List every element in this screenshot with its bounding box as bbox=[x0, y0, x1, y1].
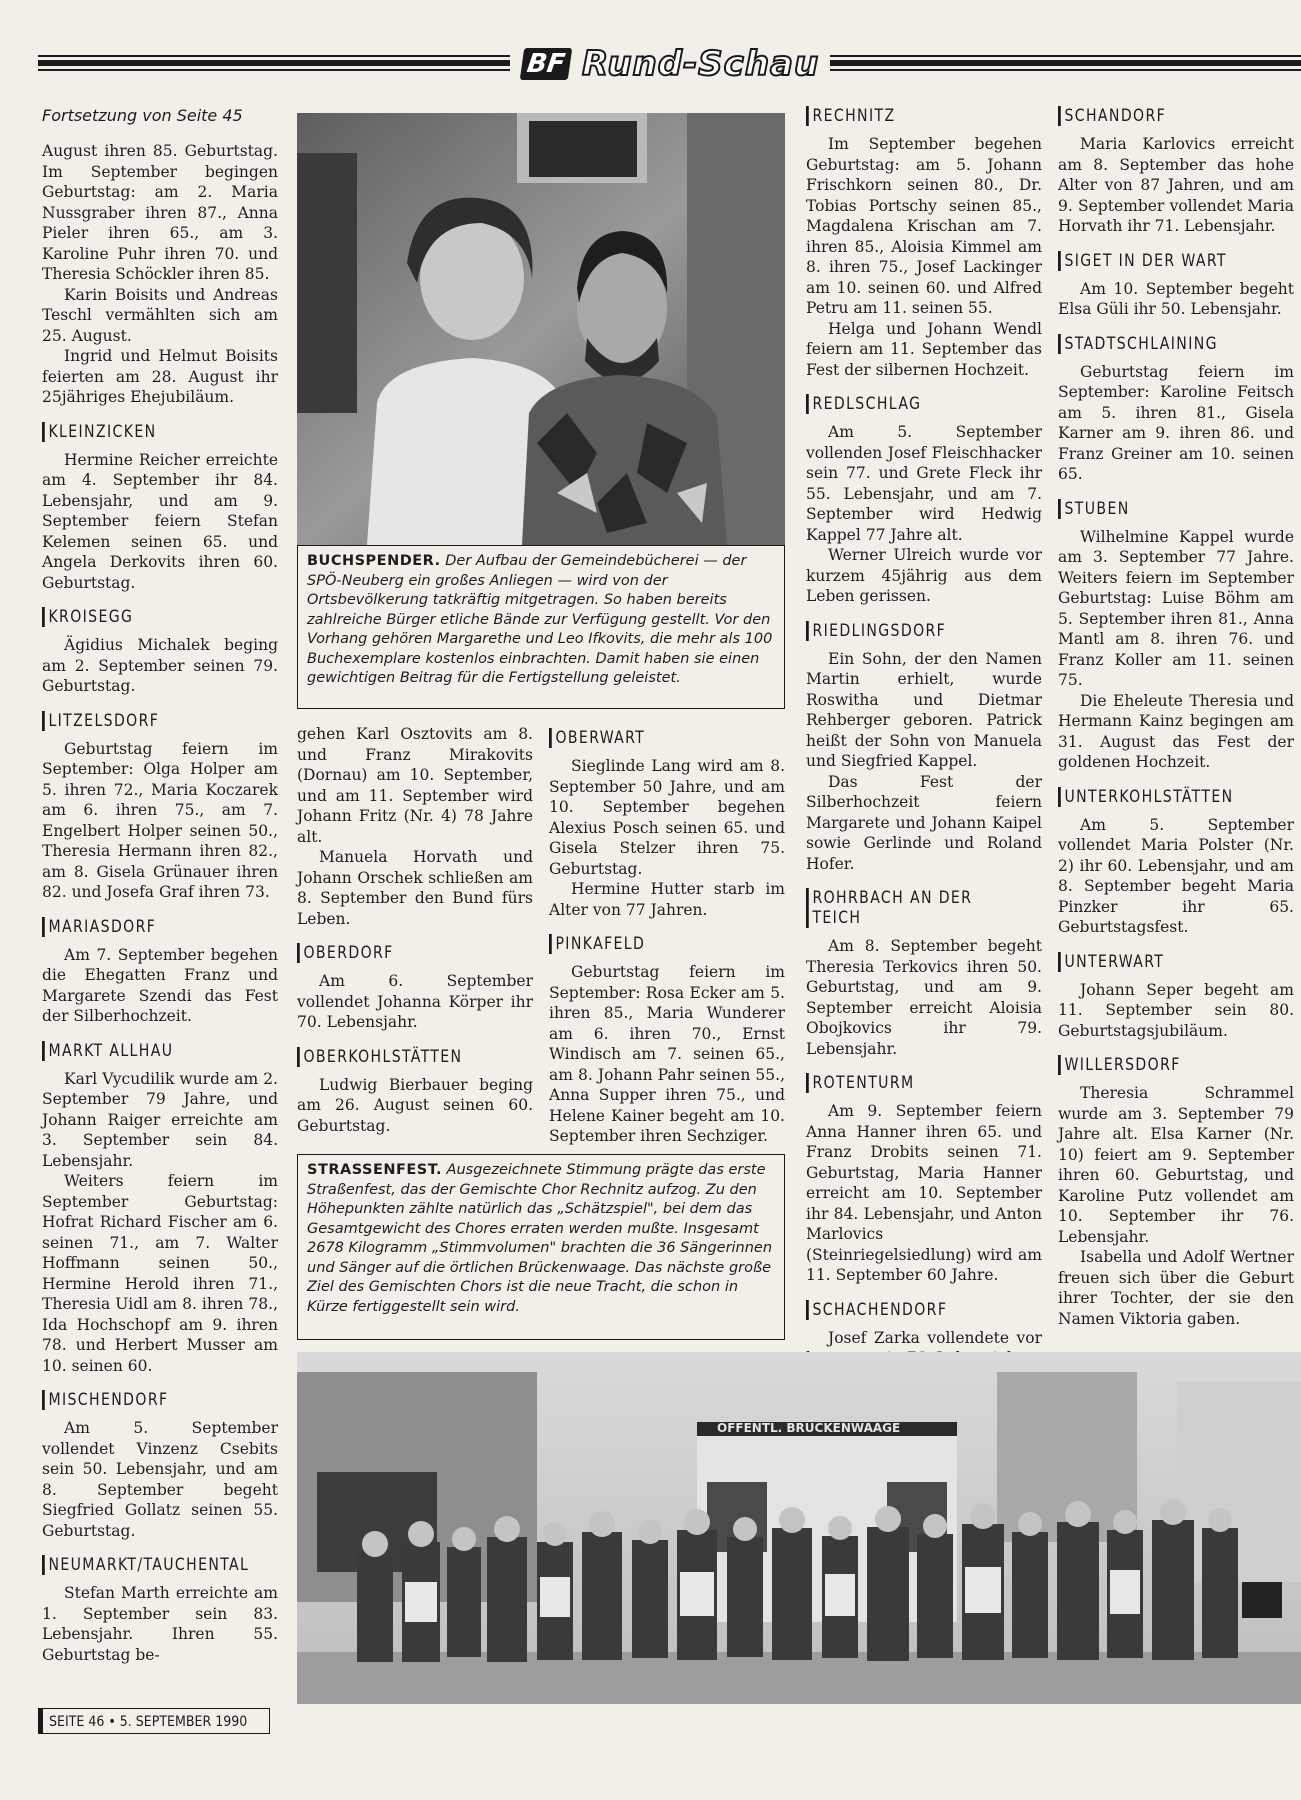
photo-couple bbox=[297, 113, 785, 545]
heading-markt-allhau: MARKT ALLHAU bbox=[42, 1041, 259, 1061]
paragraph: Josef Zarka vollendete vor bbox=[828, 1328, 1042, 1347]
paragraph: Geburtstag feiern im September: Karoline Feitsch am 5. ihren 81., Gisela Karner am 9. ihren 86. und Franz Greiner am 10. seinen 65. bbox=[1058, 362, 1294, 483]
paragraph: Karl Vycudilik wurde am 2. September 79 Jahre, und Johann Raiger erreichte am 3. September sein 84. Lebensjahr. bbox=[42, 1069, 278, 1170]
paragraph: Am 8. September begeht Theresia Terkovics ihren 50. Geburtstag, und am 9. September erreicht Aloisia Obojkovics ihr 79. Lebensjahr. bbox=[806, 937, 1042, 1058]
heading-oberwart: OBERWART bbox=[549, 728, 766, 748]
heading-litzelsdorf: LITZELSDORF bbox=[42, 711, 259, 731]
paragraph: Ägidius Michalek beging am 2. September seinen 79. Geburtstag. bbox=[42, 636, 278, 695]
heading-redlschlag: REDLSCHLAG bbox=[806, 394, 1023, 414]
paragraph: Ingrid und Helmut Boisits feierten am 28. August ihr 25jähriges Ehejubiläum. bbox=[42, 347, 278, 406]
caption-text: Ausgezeichnete Stimmung prägte das erste Straßenfest, das der Gemischte Chor Rechnitz aufzog. Zu den Höhepunkten zählte natürlich das „Schätzspiel", bei dem das Gesamtgewicht des Chores erraten werden mußte. Insgesamt 2678 Kilogramm „Stimmvolumen" brachten die 36 Sängerinnen und Sänger auf die örtlichen Brückenwaage. Das nächste große Ziel des Gemischten Chors ist die neue Tracht, die schon in Kürze fertiggestellt sein wird. bbox=[307, 1162, 773, 1315]
paragraph: Am 5. September vollenden Josef Fleischhacker sein 77. und Grete Fleck ihr 55. Lebensjahr, und am 7. September wird Hedwig Kappel 77 Jahre alt. bbox=[806, 423, 1042, 544]
paragraph: Ein Sohn, der den Namen Martin erhielt, wurde Roswitha und Dietmar Rehberger geboren. Patrick heißt der Sohn von Manuela und Siegfried Kappel. bbox=[806, 649, 1042, 770]
photo-choir bbox=[297, 1352, 1301, 1704]
heading-willersdorf: WILLERSDORF bbox=[1058, 1055, 1275, 1075]
paragraph: Theresia Schrammel wurde am 3. September 79 Jahre alt. Elsa Karner (Nr. 10) feiert am 9. September ihren 60. Geburtstag, und Karoline Putz vollendet am 10. September ihr 76. Lebensjahr. bbox=[1058, 1084, 1294, 1246]
paragraph: Weiters feiern im September Geburtstag: Hofrat Richard Fischer am 6. seinen 71., am 7. Walter Hoffmann seinen 50., Hermine Herold ihren 71., Theresia Uidl am 8. ihren 78., Ida Hochschopf am 9. ihren 78. und Herbert Musser am 10. seinen 60. bbox=[42, 1172, 278, 1375]
heading-kroisegg: KROISEGG bbox=[42, 607, 259, 627]
heading-riedlingsdorf: RIEDLINGSDORF bbox=[806, 621, 1023, 641]
heading-neumarkt: NEUMARKT/TAUCHENTAL bbox=[42, 1555, 259, 1575]
heading-mischendorf: MISCHENDORF bbox=[42, 1390, 259, 1410]
paragraph: Karin Boisits und Andreas Teschl vermählten sich am 25. August. bbox=[42, 285, 278, 345]
paragraph: Maria Karlovics erreicht am 8. September das hohe Alter von 87 Jahren, und am 9. September vollendet Maria Horvath ihr 71. Lebensjahr. bbox=[1058, 135, 1294, 235]
paragraph: Am 5. September vollendet Maria Polster (Nr. 2) ihr 60. Lebensjahr, und am 8. September begeht Maria Pinzker ihr 65. Geburtstagsfest. bbox=[1058, 815, 1294, 936]
paragraph: Manuela Horvath und Johann Orschek schließen am 8. September den Bund fürs Leben. bbox=[297, 848, 533, 928]
section-logo bbox=[522, 44, 822, 84]
paragraph: Werner Ulreich wurde vor kurzem 45jährig aus dem Leben gerissen. bbox=[806, 546, 1042, 605]
photo-couple-graphic bbox=[297, 113, 785, 545]
heading-kleinzicken: KLEINZICKEN bbox=[42, 422, 259, 442]
paragraph: Am 6. September vollendet Johanna Körper ihr 70. Lebensjahr. bbox=[297, 972, 533, 1031]
heading-rechnitz: RECHNITZ bbox=[806, 106, 1023, 126]
paragraph: Das Fest der Silberhochzeit feiern Margarete und Johann Kaipel sowie Gerlinde und Roland Hofer. bbox=[806, 772, 1042, 873]
header-rule-left bbox=[38, 55, 510, 71]
paragraph: Johann Seper begeht am 11. September sein 80. Geburtstagsjubiläum. bbox=[1058, 980, 1294, 1040]
column-5 bbox=[1058, 96, 1294, 1329]
page-footer: SEITE 46 • 5. SEPTEMBER 1990 bbox=[38, 1708, 270, 1734]
heading-oberkohlstaetten: OBERKOHLSTÄTTEN bbox=[297, 1047, 514, 1067]
continuation-note: Fortsetzung von Seite 45 bbox=[42, 106, 243, 125]
heading-unterkohlstaetten: UNTERKOHLSTÄTTEN bbox=[1058, 787, 1275, 807]
paragraph: gehen Karl Osztovits am 8. und Franz Mirakovits (Dornau) am 10. September, und am 11. September wird Johann Fritz (Nr. 4) 78 Jahre alt. bbox=[297, 725, 533, 846]
paragraph: Am 5. September vollendet Vinzenz Csebits sein 50. Lebensjahr, und am 8. September begeht Siegfried Gollatz seinen 55. Geburtstag. bbox=[42, 1419, 278, 1540]
paragraph: Hermine Hutter starb im Alter von 77 Jahren. bbox=[549, 880, 785, 919]
heading-siget: SIGET IN DER WART bbox=[1058, 251, 1275, 271]
column-2 bbox=[297, 724, 533, 1136]
logo-title: Rund-Schau bbox=[582, 44, 820, 84]
column-3 bbox=[549, 716, 785, 1147]
paragraph: Helga und Johann Wendl feiern am 11. September das Fest der silbernen Hochzeit. bbox=[806, 319, 1042, 379]
paragraph: Am 9. September feiern Anna Hanner ihren 65. und Franz Drobits seinen 71. Geburtstag, Maria Hanner erreicht am 10. September ihr 84. Lebensjahr, und Anton Marlovics (Steinriegelsiedlung) wird am 11. September 60 Jahre. bbox=[806, 1102, 1042, 1284]
paragraph: Sieglinde Lang wird am 8. September 50 Jahre, und am 10. September begehen Alexius Posch seinen 65. und Gisela Stelzer ihren 75. Geburtstag. bbox=[549, 757, 785, 878]
heading-stadtschlaining: STADTSCHLAINING bbox=[1058, 334, 1275, 354]
logo-bf: BF bbox=[520, 48, 572, 80]
paragraph: Hermine Reicher erreichte am 4. September ihr 84. Lebensjahr, und am 9. September feiern Stefan Kelemen seinen 65. und Angela Derkovits ihren 60. Geburtstag. bbox=[42, 450, 278, 592]
heading-schachendorf: SCHACHENDORF bbox=[806, 1300, 1023, 1320]
paragraph: August ihren 85. Geburtstag. Im September begingen Geburtstag: am 2. Maria Nussgraber ihren 87., Anna Pieler ihren 65., am 3. Karoline Puhr ihren 70. und Theresia Schöckler ihren 85. bbox=[42, 142, 278, 283]
caption-strassenfest bbox=[297, 1154, 785, 1340]
paragraph: Ludwig Bierbauer beging am 26. August seinen 60. Geburtstag. bbox=[297, 1075, 533, 1135]
caption-lead: STRASSENFEST. bbox=[307, 1162, 442, 1178]
paragraph: Isabella und Adolf Wertner freuen sich über die Geburt ihrer Tochter, der sie den Namen Viktoria gaben. bbox=[1058, 1248, 1294, 1328]
heading-oberdorf: OBERDORF bbox=[297, 943, 514, 963]
column-1 bbox=[42, 106, 278, 1665]
caption-buchspender bbox=[297, 545, 785, 709]
heading-rohrbach: ROHRBACH AN DER TEICH bbox=[806, 888, 1023, 928]
paragraph: Geburtstag feiern im September: Olga Holper am 5. ihren 72., Maria Koczarek am 6. ihren 75., am 7. Engelbert Holper seinen 50., Theresia Hermann ihren 82., am 8. Gisela Grünauer ihren 82. und Josefa Graf ihren 73. bbox=[42, 739, 278, 901]
photo-sign-text: ÖFFENTL. BRÜCKENWAAGE bbox=[717, 1421, 901, 1435]
paragraph: Am 10. September begeht Elsa Güli ihr 50. Lebensjahr. bbox=[1058, 279, 1294, 318]
paragraph: Stefan Marth erreichte am 1. September sein 83. Lebensjahr. Ihren 55. Geburtstag be- bbox=[42, 1584, 278, 1664]
heading-pinkafeld: PINKAFELD bbox=[549, 934, 766, 954]
caption-text: Der Aufbau der Gemeindebücherei — der SPÖ-Neuberg ein großes Anliegen — wird von der Ortsbevölkerung tatkräftig mitgetragen. So haben bereits zahlreiche Bürger etliche Bände zur Verfügung gestellt. Vor den Vorhang gehören Margarethe und Leo Ifkovits, die mehr als 100 Buchexemplare kostenlos einbrachten. Damit haben sie einen gewichtigen Beitrag für die Fertigstellung geleistet. bbox=[307, 553, 773, 686]
heading-mariasdorf: MARIASDORF bbox=[42, 917, 259, 937]
heading-stuben: STUBEN bbox=[1058, 499, 1275, 519]
heading-rotenturm: ROTENTURM bbox=[806, 1073, 1023, 1093]
heading-schandorf: SCHANDORF bbox=[1058, 106, 1275, 126]
paragraph: Die Eheleute Theresia und Hermann Kainz begingen am 31. August das Fest der goldenen Hochzeit. bbox=[1058, 691, 1294, 771]
header-rule-right bbox=[830, 55, 1301, 71]
column-4 bbox=[806, 96, 1042, 1369]
paragraph: Am 7. September begehen die Ehegatten Franz und Margarete Szendi das Fest der Silberhochzeit. bbox=[42, 945, 278, 1025]
photo-choir-graphic bbox=[297, 1352, 1301, 1704]
heading-unterwart: UNTERWART bbox=[1058, 952, 1275, 972]
caption-lead: BUCHSPENDER. bbox=[307, 553, 441, 569]
paragraph: Im September begehen Geburtstag: am 5. Johann Frischkorn seinen 80., Dr. Tobias Portschy seinen 85., Magdalena Krischan am 7. ihren 85., Aloisia Kimmel am 8. ihren 75., Josef Lackinger am 10. seinen 60. und Alfred Petru am 11. seinen 55. bbox=[806, 135, 1042, 317]
paragraph: Wilhelmine Kappel wurde am 3. September 77 Jahre. Weiters feiern im September Geburtstag: Luise Böhm am 5. September ihren 81., Anna Mantl am 8. ihren 76. und Franz Koller am 11. seinen 75. bbox=[1058, 527, 1294, 689]
paragraph: Geburtstag feiern im September: Rosa Ecker am 5. ihren 85., Maria Wunderer am 6. ihren 70., Ernst Windisch am 7. seinen 65., am 8. Johann Pahr seinen 55., Anna Supper ihren 75., und Helene Kainer begeht am 10. September ihren Sechziger. bbox=[549, 963, 785, 1145]
